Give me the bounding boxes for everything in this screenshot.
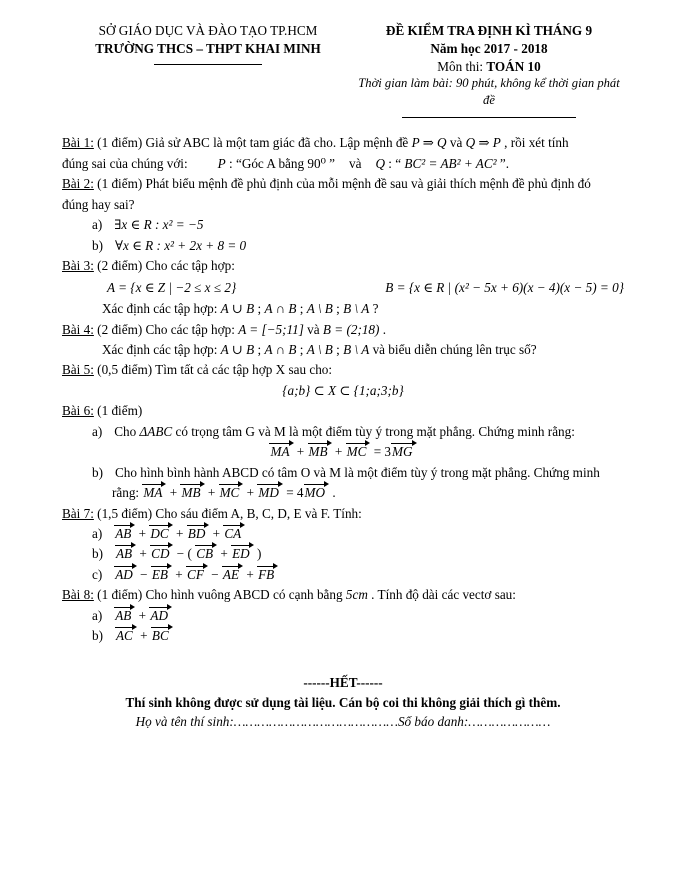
problem-3-line-1: Bài 3: (2 điểm) Cho các tập hợp:	[62, 258, 235, 274]
problem-1-line-1: Bài 1: (1 điểm) Giả sử ABC là một tam giác đã cho. Lập mệnh đề P ⇒ Q và Q ⇒ P , rồi xét tính	[62, 135, 569, 151]
subject-line	[354, 58, 624, 76]
school-name: TRƯỜNG THCS – THPT KHAI MINH	[95, 40, 321, 56]
problem-7-item-a: a) AB + DC + BD + CA	[62, 524, 624, 544]
problem-4-line-2: Xác định các tập hợp: A ∪ B ; A ∩ B ; A \ B ; B \ A và biểu diễn chúng lên trục số?	[102, 341, 537, 357]
problem-2-line-1: Bài 2: (1 điểm) Phát biểu mệnh đề phủ định của mỗi mệnh đề sau và giải thích mệnh đề phủ định đó	[62, 176, 591, 192]
header-left-block	[62, 22, 354, 118]
duration-line: Thời gian làm bài: 90 phút, không kể thời gian phát đề	[358, 76, 620, 108]
subject-label: Môn thi:	[437, 58, 487, 74]
footer-note: Thí sinh không được sử dụng tài liệu. Cán bộ coi thi không giải thích gì thêm.	[125, 694, 561, 710]
problem-6-item-b-line-2: rằng: MA + MB + MC + MD = 4MO .	[112, 485, 336, 501]
exam-header	[62, 22, 624, 118]
problem-3-formulas	[62, 277, 624, 299]
problem-5-line-1: Bài 5: (0,5 điểm) Tìm tất cả các tập hợp X sau cho:	[62, 362, 333, 378]
problem-6-item-b-line-1: b) Cho hình bình hành ABCD có tâm O và M là một điểm tùy ý trong mặt phẳng. Chứng minh	[92, 464, 600, 480]
school-year: Năm học 2017 - 2018	[430, 40, 548, 56]
problem-2-line-2: đúng hay sai?	[62, 196, 135, 212]
problem-3-line-2: Xác định các tập hợp: A ∪ B ; A ∩ B ; A \ B ; B \ A ?	[102, 301, 379, 317]
exam-title: ĐỀ KIỂM TRA ĐỊNH KÌ THÁNG 9	[385, 23, 593, 38]
header-right-block	[354, 22, 624, 118]
subject-value: TOÁN 10	[486, 58, 541, 74]
problem-3-set-a: A = {x ∈ Z | −2 ≤ x ≤ 2}	[107, 279, 237, 295]
problem-5-formula: {a;b} ⊂ X ⊂ {1;a;3;b}	[282, 382, 404, 398]
problem-8-item-a: a) AB + AD	[62, 606, 624, 626]
department-name: SỞ GIÁO DỤC VÀ ĐÀO TẠO TP.HCM	[98, 23, 318, 38]
problem-3-set-b: B = {x ∈ R | (x² − 5x + 6)(x − 4)(x − 5) = 0}	[385, 279, 624, 295]
problem-6-item-a: a) Cho ΔABC có trọng tâm G và M là một điểm tùy ý trong mặt phẳng. Chứng minh rằng:	[92, 423, 575, 439]
problem-7-item-b: b) AB + CD − ( CB + ED )	[92, 546, 262, 562]
problem-8-item-b: b) AC + BC	[62, 626, 624, 646]
problems-list	[62, 133, 624, 646]
exam-footer	[62, 673, 624, 732]
problem-6-formula-a: MA + MB + MC = 3MG	[62, 442, 624, 462]
problem-6-line-1: Bài 6: (1 điểm)	[62, 403, 143, 419]
problem-7-item-c: c) AD − EB + CF − AE + FB	[62, 565, 624, 585]
problem-8-line-1: Bài 8: (1 điểm) Cho hình vuông ABCD có cạnh bằng 5cm . Tính độ dài các vectơ sau:	[62, 587, 516, 603]
problem-7-line-1: Bài 7: (1,5 điểm) Cho sáu điểm A, B, C, D, E và F. Tính:	[62, 505, 362, 521]
problem-2-item-b: b) ∀x ∈ R : x² + 2x + 8 = 0	[92, 237, 247, 253]
signature-line: Họ và tên thí sinh:……………………………………Số báo danh:…………………	[135, 714, 551, 730]
problem-1-line-2: đúng sai của chúng với: P : “Góc A bằng 90⁰ ” và Q : “ BC² = AB² + AC² ”.	[62, 155, 510, 171]
problem-2-item-a: a) ∃x ∈ R : x² = −5	[92, 217, 204, 233]
header-left-rule	[154, 64, 262, 65]
header-right-rule	[402, 117, 576, 118]
problem-4-line-1: Bài 4: (2 điểm) Cho các tập hợp: A = [−5;11] và B = (2;18) .	[62, 321, 387, 337]
end-marker: ------HẾT------	[303, 674, 383, 690]
